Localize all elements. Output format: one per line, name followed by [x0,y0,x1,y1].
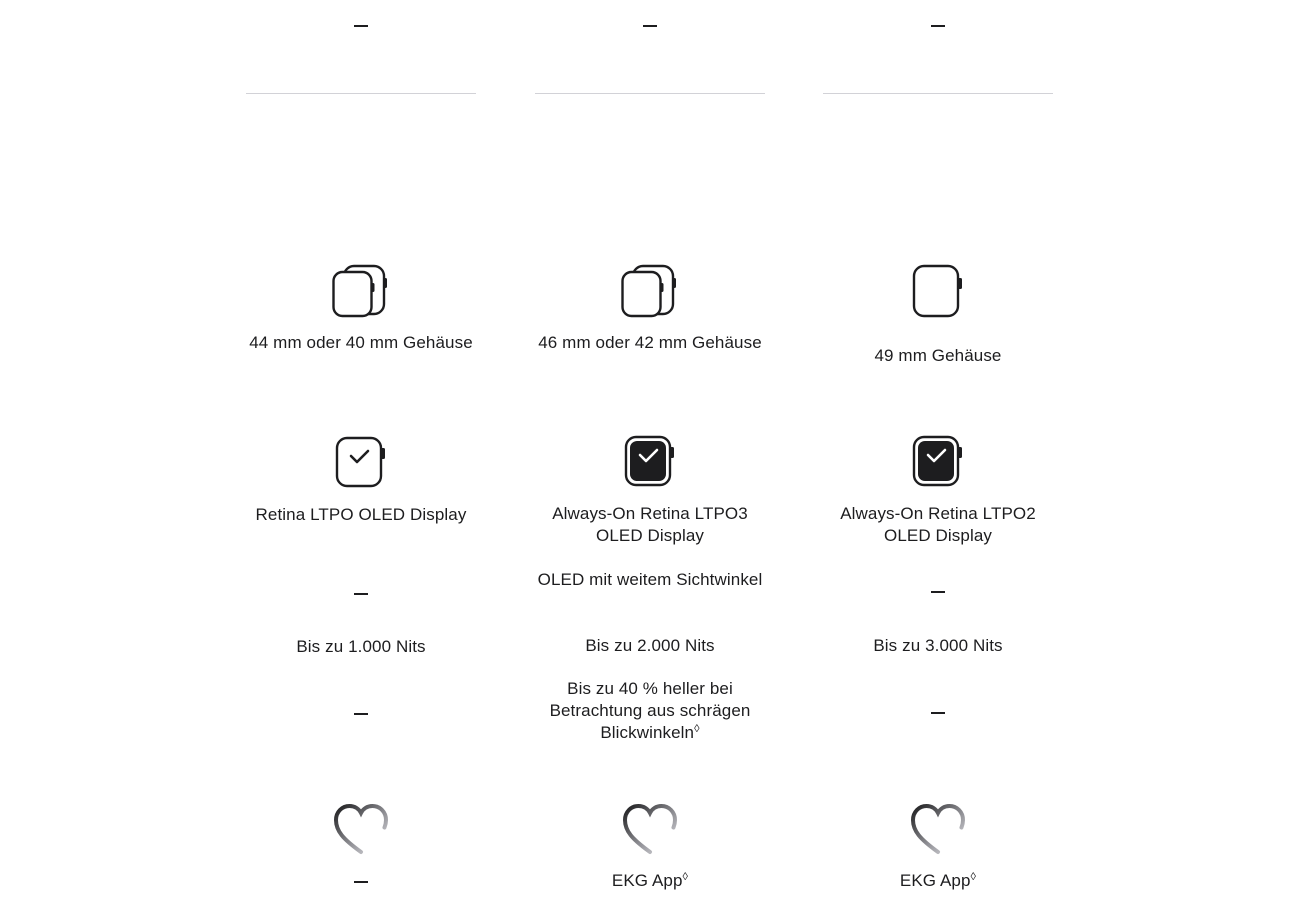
footnote-mark: ◊ [682,871,689,883]
wide-angle-dash [931,591,945,593]
wide-angle-dash [354,593,368,595]
divider [823,93,1053,94]
ecg-text: EKG App◊ [611,871,689,890]
brightness-text: Bis zu 1.000 Nits [296,637,426,656]
brightness-text: Bis zu 2.000 Nits [585,636,715,655]
angle-brightness-dash [931,712,945,714]
display-always-on-icon [912,435,964,487]
footnote-mark: ◊ [970,871,977,883]
heart-icon [622,803,678,855]
comparison-column-3 [823,0,1053,900]
single-case-icon [912,264,964,318]
dual-case-icon [332,264,390,318]
angle-brightness-dash [354,713,368,715]
display-type-text: Retina LTPO OLED Display [255,505,467,524]
footnote-mark: ◊ [694,723,700,735]
comparison-column-2 [535,0,765,900]
divider [246,93,476,94]
comparison-column-1 [246,0,476,900]
case-size-text: 49 mm Gehäuse [874,346,1002,365]
ecg-dash [354,881,368,883]
angle-brightness-text: Bis zu 40 % heller bei Betrachtung aus schrägen Blickwinkeln◊ [549,679,751,742]
brightness-text: Bis zu 3.000 Nits [873,636,1003,655]
top-value-dash [931,25,945,27]
display-always-on-icon [624,435,676,487]
dual-case-icon [621,264,679,318]
wide-angle-text: OLED mit weitem Sichtwinkel [537,570,763,589]
heart-icon [333,803,389,855]
display-type-text: Always-On Retina LTPO2 OLED Display [840,504,1036,545]
heart-icon [910,803,966,855]
top-value-dash [354,25,368,27]
divider [535,93,765,94]
ecg-text: EKG App◊ [899,871,977,890]
top-value-dash [643,25,657,27]
case-size-text: 44 mm oder 40 mm Gehäuse [249,333,473,352]
display-outline-icon [335,436,387,488]
case-size-text: 46 mm oder 42 mm Gehäuse [538,333,762,352]
display-type-text: Always-On Retina LTPO3 OLED Display [552,504,748,545]
